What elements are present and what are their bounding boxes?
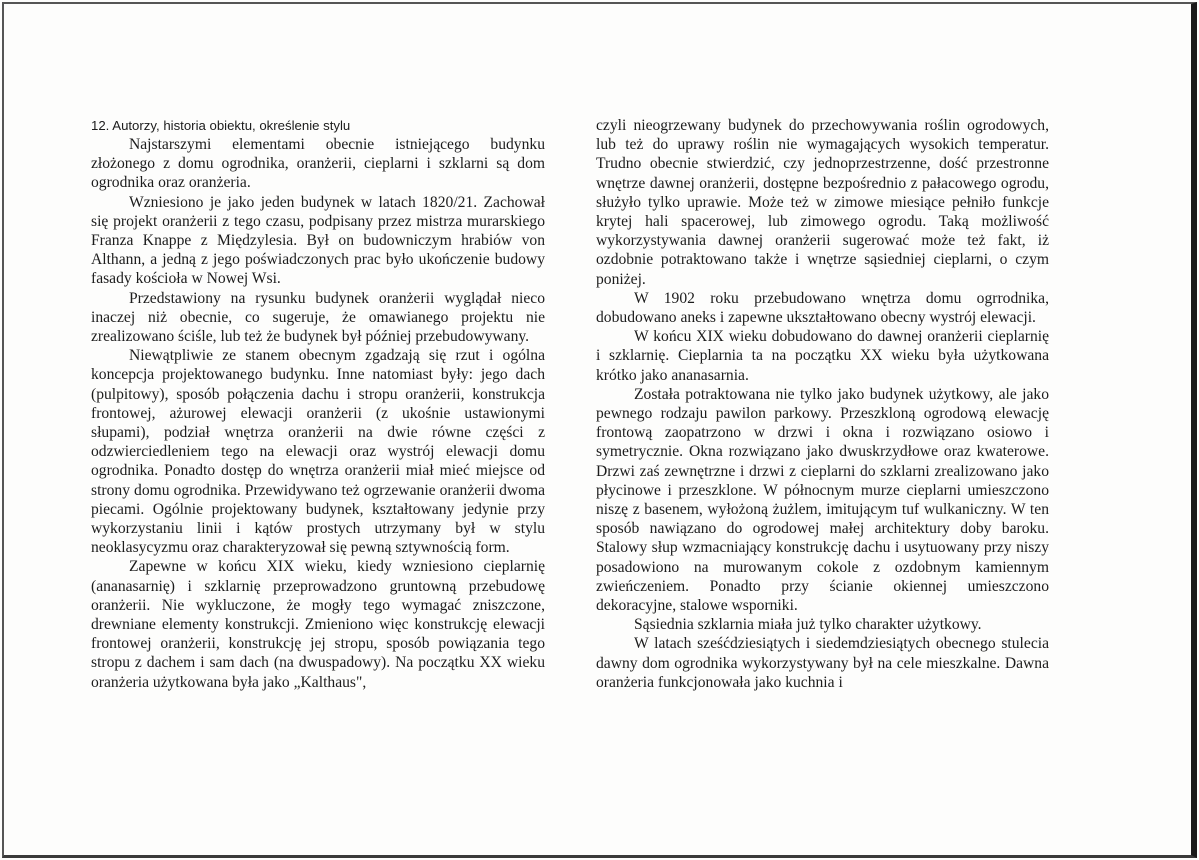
paragraph: Najstarszymi elementami obecnie istniejącego budynku złożonego z domu ogrodnika, oranżerii, cieplarni i szklarni są dom ogrodnika oraz oranżeria. [91,136,545,192]
left-column [91,116,545,692]
paragraph-continued: czyli nieogrzewany budynek do przechowywania roślin ogrodowych, lub też do uprawy roślin nie wymagających wysokich temperatur. Trudno obecnie stwierdzić, czy jednoprzestrzenne, dość przestronne wnętrze dawnej oranżerii, dostępne bezpośrednio z pałacowego ogrodu, służyło tylko uprawie. Może też w zimowe miesiące pełniło funkcje krytej hali spacerowej, lub zimowego ogrodu. Taką możliwość wykorzystywania dawnej oranżerii sugerować może też fakt, iż ozdobnie potraktowano także i wnętrze sąsiedniej cieplarni, o czym poniżej. [596,117,1049,288]
paragraph: Została potraktowana nie tylko jako budynek użytkowy, ale jako pewnego rodzaju pawilon parkowy. Przeszkloną ogrodową elewację frontową zaopatrzono w drzwi i okna i rozwiązano osiowo i symetrycznie. Okna rozwiązano jako dwuskrzydłowe oraz kwaterowe. Drzwi zaś zewnętrzne i drzwi z cieplarni do szklarni zrealizowano jako płycinowe i przeszklone. W północnym murze cieplarni umieszczono niszę z basenem, wyłożoną żużlem, imitującym tuf wulkaniczny. W ten sposób nawiązano do ogrodowej małej architektury doby baroku. Stalowy słup wzmacniający konstrukcję dachu i usytuowany przy niszy posadowiono na murowanym cokole z ozdobnym kamiennym zwieńczeniem. Ponadto przy ścianie okiennej umieszczono dekoracyjne, stalowe wsporniki. [596,385,1049,615]
paragraph: W 1902 roku przebudowano wnętrza domu ogrrodnika, dobudowano aneks i zapewne ukształtowano obecny wystrój elewacji. [596,289,1049,327]
paragraph: Zapewne w końcu XIX wieku, kiedy wzniesiono cieplarnię (ananasarnię) i szklarnię przeprowadzono gruntowną przebudowę oranżerii. Nie wykluczone, że mogły tego wymagać zniszczone, drewniane elementy konstrukcji. Zmieniono więc konstrukcję elewacji frontowej oranżerii, konstrukcję jej stropu, sposób powiązania tego stropu z dachem i sam dach (na dwuspadowy). Na początku XX wieku oranżeria użytkowana była jako „Kalthaus", [91,558,545,691]
paragraph: W latach sześćdziesiątych i siedemdziesiątych obecnego stulecia dawny dom ogrodnika wykorzystywany był na cele mieszkalne. Dawna oranżeria funkcjonowała jako kuchnia i [596,635,1049,691]
paragraph: W końcu XIX wieku dobudowano do dawnej oranżerii cieplarnię i szklarnię. Cieplarnia ta na początku XX wieku była użytkowana krótko jako ananasarnia. [596,328,1049,384]
section-heading: 12. Autorzy, historia obiektu, określenie stylu [91,118,351,133]
paragraph: Niewątpliwie ze stanem obecnym zgadzają się rzut i ogólna koncepcja projektowanego budynku. Inne natomiast były: jego dach (pulpitowy), sposób połączenia dachu i stropu oranżerii, konstrukcja frontowej, ażurowej elewacji oranżerii (z ukośnie ustawionymi słupami), podział wnętrza oranżerii na dwie równe części z odzwierciedleniem tego na elewacji oraz wystrój elewacji domu ogrodnika. Ponadto dostęp do wnętrza oranżerii miał mieć miejsce od strony domu ogrodnika. Przewidywano też ogrzewanie oranżerii dwoma piecami. Ogólnie projektowany budynek, kształtowany jedynie przy wykorzystaniu linii i kątów prostych utrzymany był w stylu neoklasycyzmu oraz charakteryzował się pewną sztywnością form. [91,347,545,557]
paragraph: Sąsiednia szklarnia miała już tylko charakter użytkowy. [634,616,982,634]
right-column [596,116,1049,692]
paragraph: Wzniesiono je jako jeden budynek w latach 1820/21. Zachował się projekt oranżerii z tego czasu, podpisany przez mistrza murarskiego Franza Knappe z Międzylesia. Był on budowniczym hrabiów von Althann, a jedną z jego poświadczonych prac było ukończenie budowy fasady kościoła w Nowej Wsi. [91,193,545,288]
paragraph: Przedstawiony na rysunku budynek oranżerii wyglądał nieco inaczej niż obecnie, co sugeruje, że omawianego projektu nie zrealizowano ściśle, lub też że budynek był później przebudowywany. [91,289,545,346]
